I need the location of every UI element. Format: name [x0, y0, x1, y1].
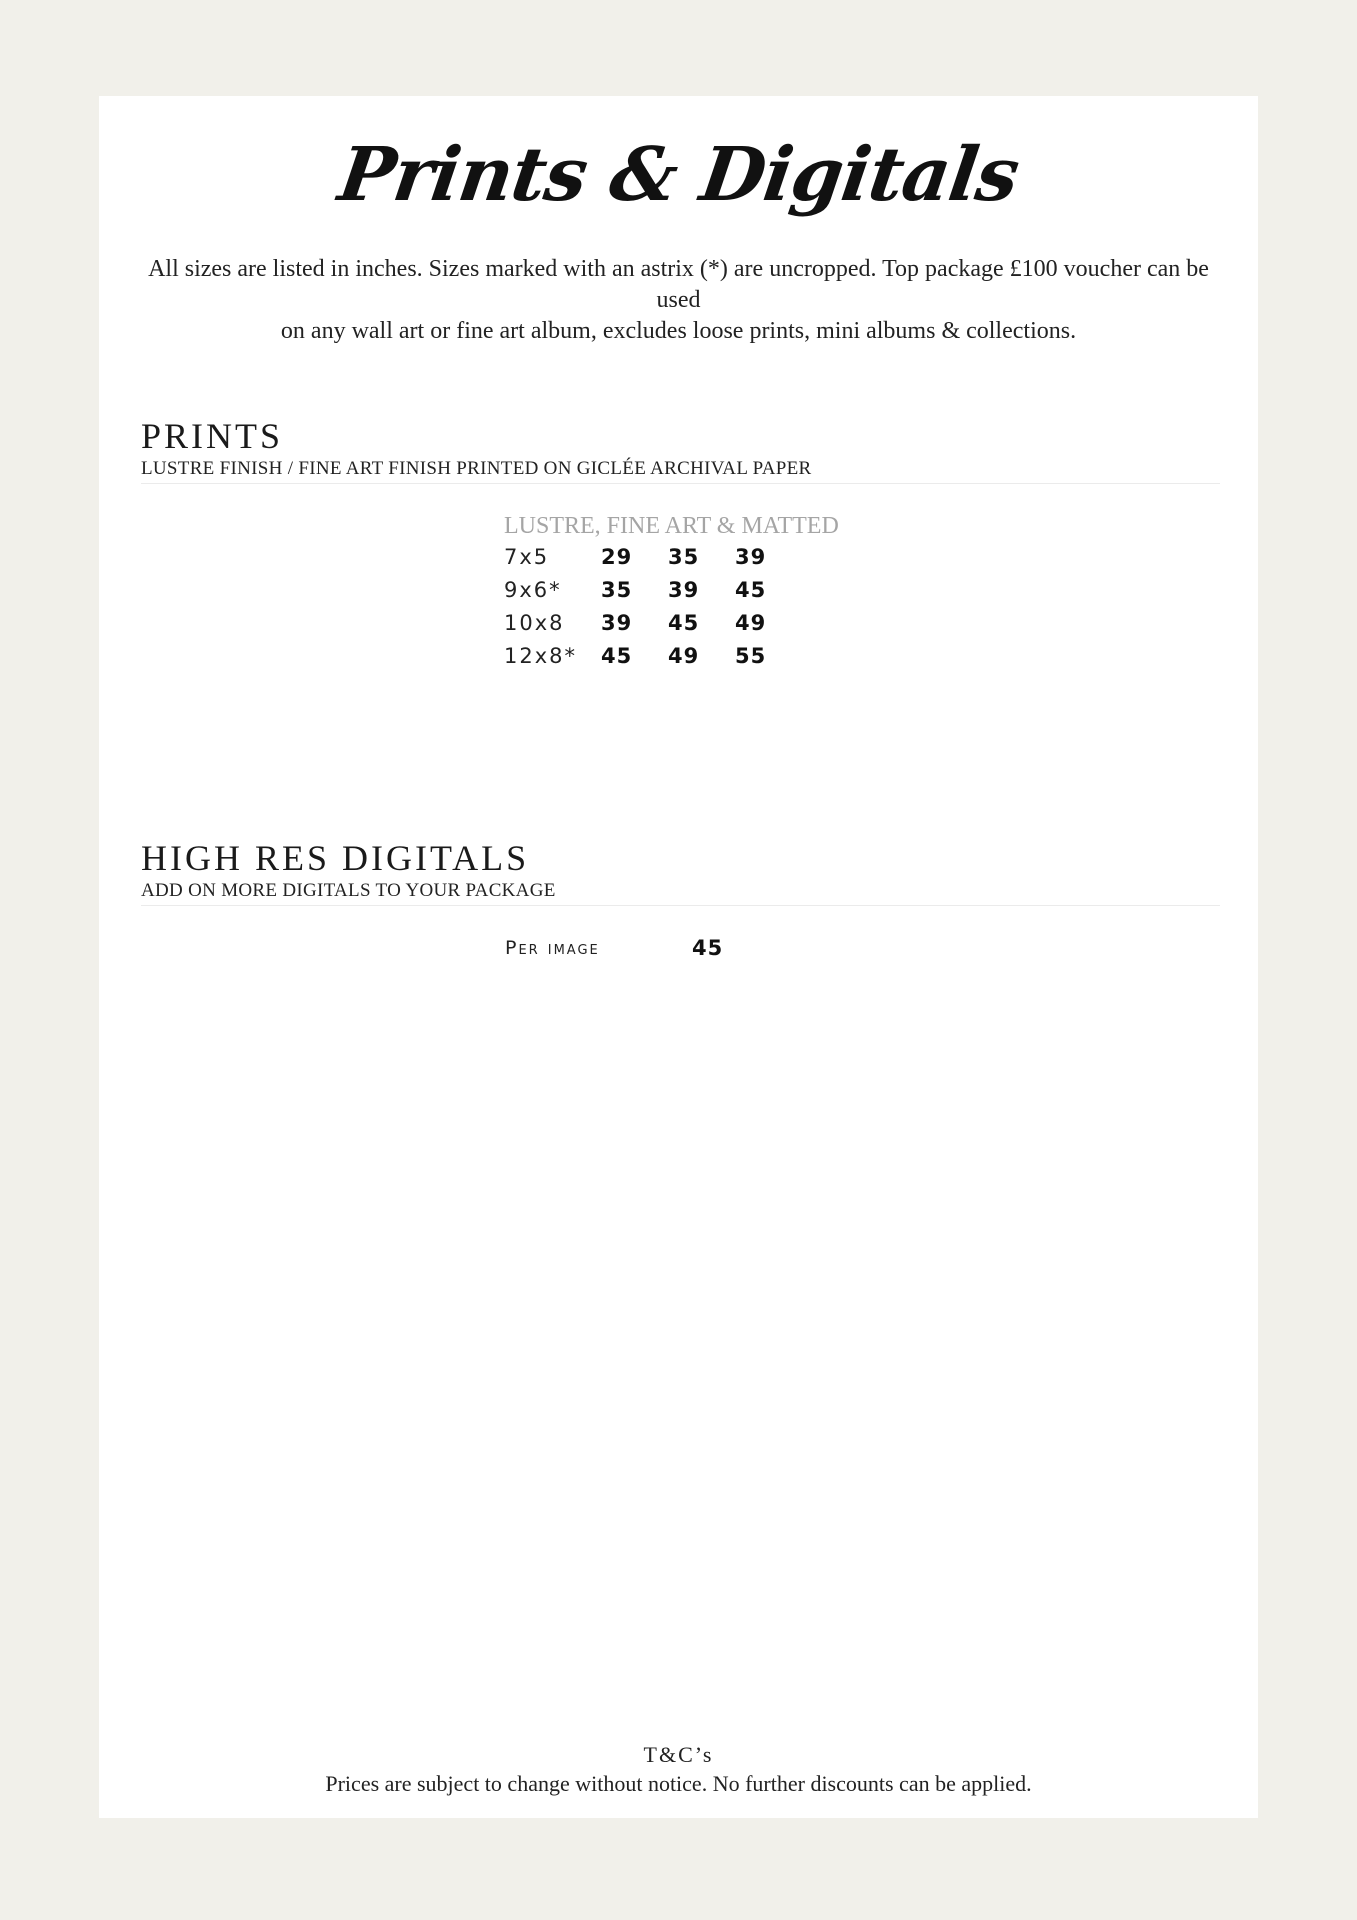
- price-cell: 45: [601, 644, 633, 668]
- price-cell: 39: [601, 611, 633, 635]
- page-title: Prints & Digitals: [333, 132, 1024, 218]
- per-image-label: Per image: [505, 937, 600, 959]
- size-cell: 12x8*: [504, 644, 578, 668]
- size-cell: 9x6*: [504, 578, 562, 602]
- price-cell: 35: [668, 545, 700, 569]
- intro-text: [139, 254, 1218, 347]
- digitals-subheading: ADD ON MORE DIGITALS TO YOUR PACKAGE: [141, 880, 556, 901]
- terms-title: T&C’s: [643, 1742, 714, 1767]
- intro-line-2: on any wall art or fine art album, excludes loose prints, mini albums & collections.: [280, 318, 1077, 344]
- price-cell: 55: [735, 644, 767, 668]
- prints-subheading: LUSTRE FINISH / FINE ART FINISH PRINTED ON GICLÉE ARCHIVAL PAPER: [141, 458, 812, 479]
- prints-table-header: LUSTRE, FINE ART & MATTED: [504, 513, 839, 539]
- digitals-heading: HIGH RES DIGITALS: [141, 838, 530, 878]
- price-cell: 45: [735, 578, 767, 602]
- price-cell: 29: [601, 545, 633, 569]
- prints-divider: [141, 483, 1220, 484]
- price-cell: 39: [668, 578, 700, 602]
- price-cell: 35: [601, 578, 633, 602]
- terms-text: Prices are subject to change without notice. No further discounts can be applied.: [325, 1771, 1032, 1796]
- price-list-page: [99, 96, 1258, 1818]
- price-cell: 49: [668, 644, 700, 668]
- digitals-divider: [141, 905, 1220, 906]
- per-image-price: 45: [692, 936, 724, 960]
- price-cell: 39: [735, 545, 767, 569]
- price-cell: 49: [735, 611, 767, 635]
- size-cell: 7x5: [504, 545, 550, 569]
- intro-line-1: All sizes are listed in inches. Sizes marked with an astrix (*) are uncropped. Top package £100 voucher can be used: [148, 256, 1209, 313]
- size-cell: 10x8: [504, 611, 565, 635]
- prints-heading: PRINTS: [141, 416, 284, 456]
- price-cell: 45: [668, 611, 700, 635]
